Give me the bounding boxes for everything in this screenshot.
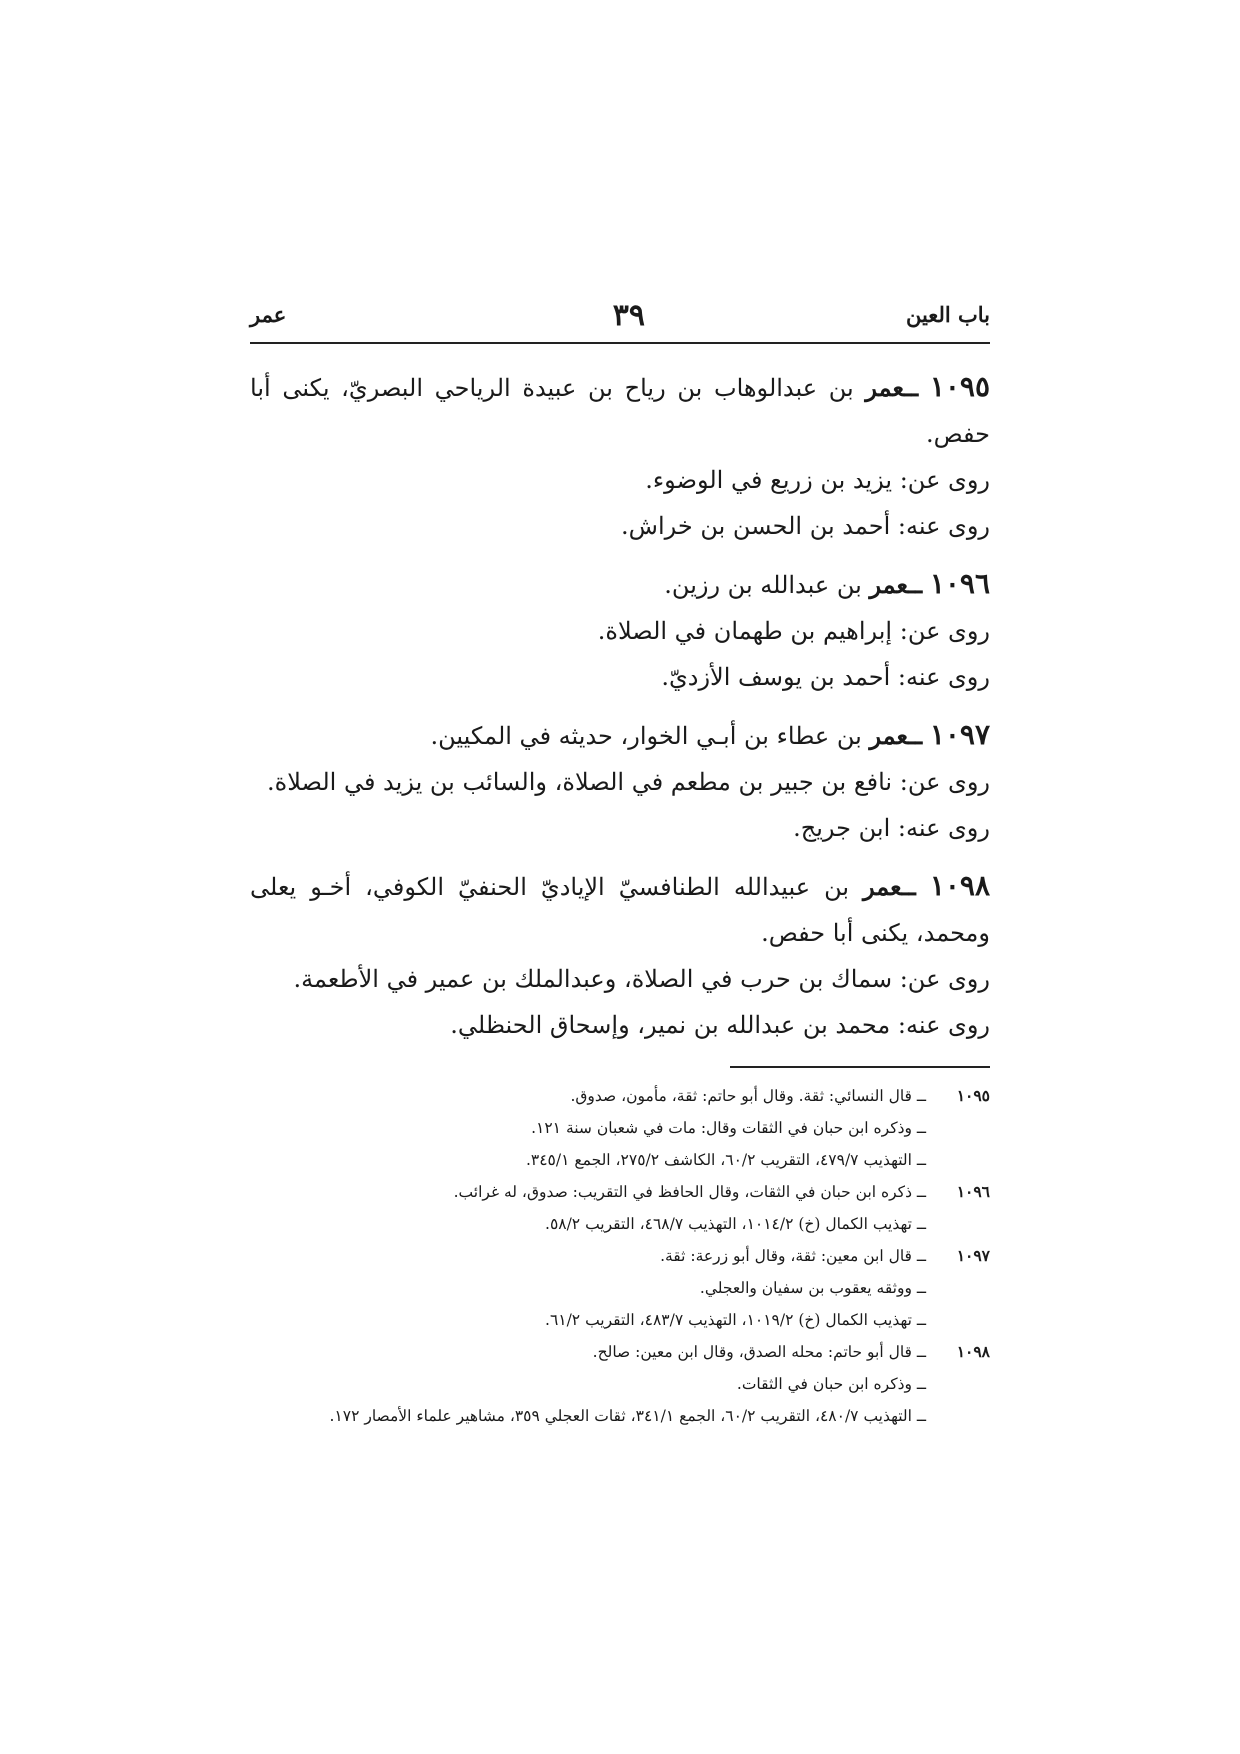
entry-1096: [250, 561, 990, 608]
footnote-text: قال أبو حاتم: محله الصدق، وقال ابن معين: صالح.: [592, 1343, 912, 1361]
entry-dash: ــ: [901, 872, 916, 901]
footnote-dash: ــ: [916, 1311, 926, 1329]
footnote-dash: ــ: [916, 1279, 926, 1297]
chapter-title: باب العين: [905, 302, 990, 327]
narrated-from: روى عن: سماك بن حرب في الصلاة، وعبدالملك بن عمير في الأطعمة.: [293, 965, 990, 993]
footnote-text: التهذيب ٤٨٠/٧، التقريب ٦٠/٢، الجمع ٣٤١/١، ثقات العجلي ٣٥٩، مشاهير علماء الأمصار ١٧٢.: [329, 1407, 912, 1425]
narrated-from: روى عن: إبراهيم بن طهمان في الصلاة.: [597, 617, 990, 645]
entry-number: ١٠٩٧: [929, 718, 990, 751]
footnote-dash: ــ: [916, 1183, 926, 1201]
entry-name: عمر: [865, 373, 905, 402]
entry-name: عمر: [869, 570, 909, 599]
entry-dash: ــ: [908, 721, 923, 750]
footnote-number: ١٠٩٦: [956, 1182, 990, 1201]
entry-dash: ــ: [904, 373, 919, 402]
footnote-text: ذكره ابن حبان في الثقات، وقال الحافظ في التقريب: صدوق، له غرائب.: [453, 1183, 912, 1201]
footnote-line: [250, 1240, 990, 1272]
entry-number: ١٠٩٥: [929, 370, 990, 403]
entry-number: ١٠٩٨: [929, 869, 990, 902]
entry-name: عمر: [863, 872, 902, 901]
running-head: عمر: [250, 302, 287, 327]
page-number: ٣٩: [612, 298, 645, 333]
footnote-text: وذكره ابن حبان في الثقات.: [736, 1375, 912, 1393]
entry-description: بن عبدالوهاب بن رياح بن عبيدة الرياحي البصريّ، يكنى أبا حفص.: [250, 374, 990, 448]
footnote-line: [250, 1144, 990, 1176]
footnote-number: ١٠٩٨: [956, 1342, 990, 1361]
footnote-dash: ــ: [916, 1087, 926, 1105]
narrated-from: روى عن: يزيد بن زريع في الوضوء.: [645, 466, 990, 494]
entry-name: عمر: [869, 721, 909, 750]
footnote-dash: ــ: [916, 1343, 926, 1361]
footnote-line: [250, 1336, 990, 1368]
footnote-line: [250, 1304, 990, 1336]
footnote-text: التهذيب ٤٧٩/٧، التقريب ٦٠/٢، الكاشف ٢٧٥/٢، الجمع ٣٤٥/١.: [525, 1151, 912, 1169]
entry-1098: [250, 863, 990, 956]
footnote-text: تهذيب الكمال (خ) ١٠١٩/٢، التهذيب ٤٨٣/٧، التقريب ٦١/٢.: [545, 1311, 912, 1329]
narrated-from: روى عن: نافع بن جبير بن مطعم في الصلاة، والسائب بن يزيد في الصلاة.: [267, 768, 990, 796]
footnote-line: [250, 1176, 990, 1208]
narrated-by: روى عنه: ابن جريج.: [793, 814, 990, 842]
footnote-number: ١٠٩٥: [956, 1086, 990, 1105]
footnote-line: [250, 1368, 990, 1400]
book-page: [250, 298, 990, 1432]
footnote-dash: ــ: [916, 1151, 926, 1169]
footnote-separator: [730, 1066, 990, 1068]
footnote-text: وذكره ابن حبان في الثقات وقال: مات في شعبان سنة ١٢١.: [531, 1119, 912, 1137]
footnote-line: [250, 1080, 990, 1112]
footnote-dash: ــ: [916, 1119, 926, 1137]
footnote-line: [250, 1112, 990, 1144]
page-header: [250, 298, 990, 344]
footnote-number: ١٠٩٧: [956, 1246, 990, 1265]
footnote-dash: ــ: [916, 1215, 926, 1233]
main-text: [250, 364, 990, 1048]
entry-1095: [250, 364, 990, 457]
footnote-line: [250, 1400, 990, 1432]
entry-number: ١٠٩٦: [929, 567, 990, 600]
footnote-dash: ــ: [916, 1375, 926, 1393]
footnote-text: قال ابن معين: ثقة، وقال أبو زرعة: ثقة.: [660, 1247, 912, 1265]
footnotes: [250, 1080, 990, 1432]
footnote-text: ووثقه يعقوب بن سفيان والعجلي.: [699, 1279, 912, 1297]
narrated-by: روى عنه: محمد بن عبدالله بن نمير، وإسحاق الحنظلي.: [450, 1011, 990, 1039]
narrated-by: روى عنه: أحمد بن يوسف الأزديّ.: [661, 663, 990, 691]
entry-description: بن عطاء بن أبـي الخوار، حديثه في المكيين.: [430, 722, 862, 750]
entry-dash: ــ: [908, 570, 923, 599]
footnote-text: تهذيب الكمال (خ) ١٠١٤/٢، التهذيب ٤٦٨/٧، التقريب ٥٨/٢.: [545, 1215, 912, 1233]
footnote-line: [250, 1272, 990, 1304]
footnote-text: قال النسائي: ثقة. وقال أبو حاتم: ثقة، مأمون، صدوق.: [570, 1087, 912, 1105]
entry-description: بن عبدالله بن رزين.: [664, 571, 862, 599]
narrated-by: روى عنه: أحمد بن الحسن بن خراش.: [621, 512, 990, 540]
footnote-line: [250, 1208, 990, 1240]
footnote-dash: ــ: [916, 1247, 926, 1265]
footnote-dash: ــ: [916, 1407, 926, 1425]
entry-1097: [250, 712, 990, 759]
entry-description: بن عبيدالله الطنافسيّ الإياديّ الحنفيّ الكوفي، أخـو يعلى ومحمد، يكنى أبا حفص.: [250, 873, 990, 947]
